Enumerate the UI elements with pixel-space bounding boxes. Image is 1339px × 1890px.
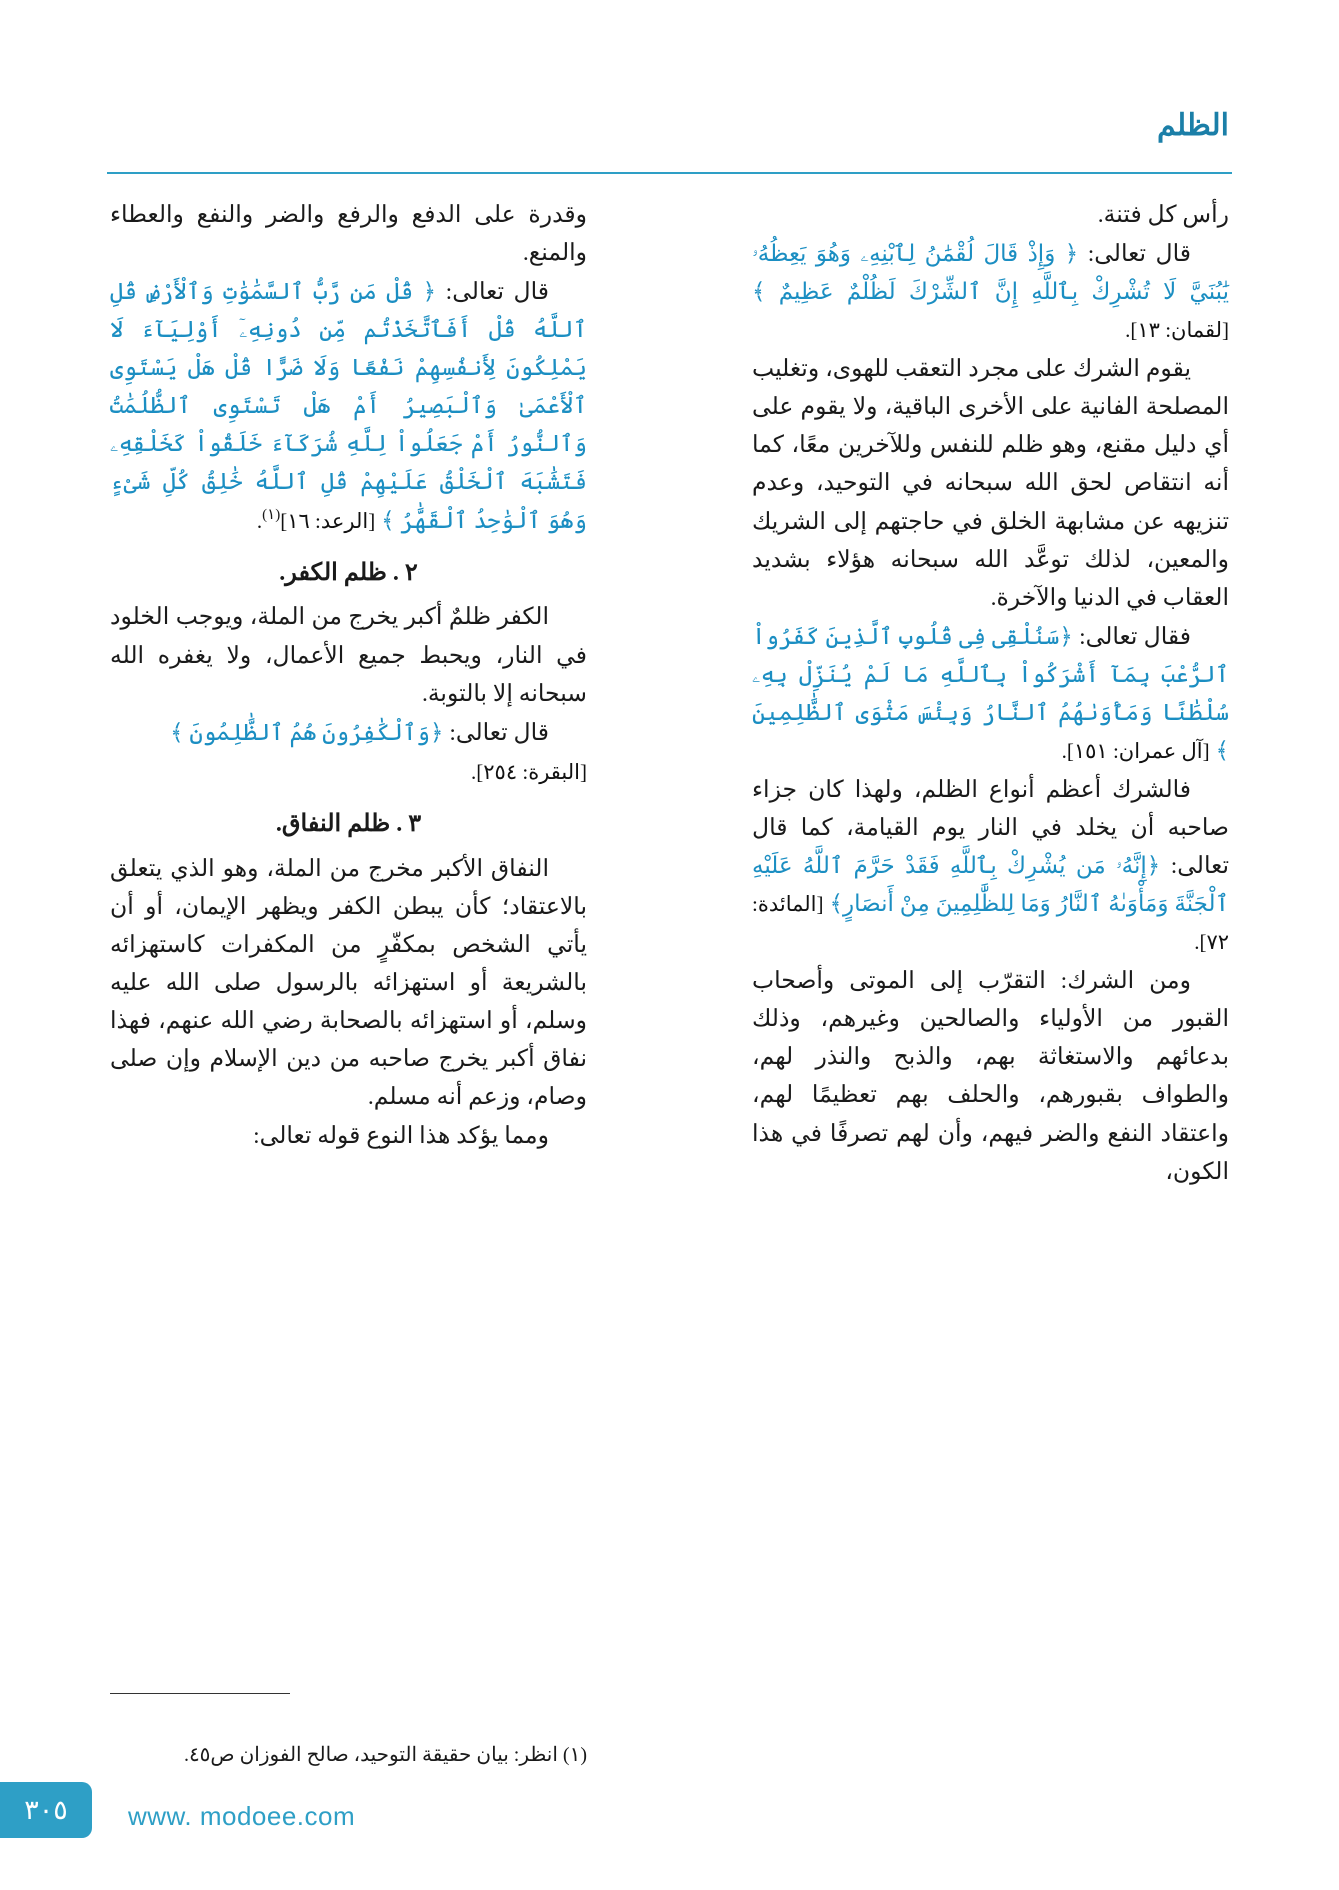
section-heading: ٣ . ظلم النفاق. bbox=[275, 810, 422, 837]
paragraph: وقدرة على الدفع والرفع والضر والنفع والعطاء والمنع. bbox=[110, 202, 587, 267]
verse-reference-line bbox=[110, 753, 587, 791]
paragraph: ومن الشرك: التقرّب إلى الموتى وأصحاب القبور من الأولياء والصالحين وغيرهم، وذلك بدعائهم والاستغاثة بهم، والذبح والنذر لهم، والطواف بقبورهم، والحلف بهم تعظيمًا لهم، واعتقاد النفع والضر فيهم، وأن لهم تصرفًا في هذا الكون، bbox=[752, 968, 1229, 1185]
verse-reference-tail: . bbox=[256, 508, 263, 533]
header-divider bbox=[107, 172, 1232, 174]
paragraph: يقوم الشرك على مجرد التعقب للهوى، وتغليب المصلحة الفانية على الأخرى الباقية، ولا يقوم على أي دليل مقنع، وهو ظلم للنفس وللآخرين معًا، كما أنه انتقاص لحق الله سبحانه في التوحيد، وعدم تنزيهه عن مشابهة الخلق في حاجتهم إلى الشريك والمعين، لذلك توعَّد الله سبحانه هؤلاء بشديد العقاب في الدنيا والآخرة. bbox=[752, 356, 1229, 611]
verse-lead-in: فقال تعالى: bbox=[1079, 623, 1192, 650]
section-heading: ٢ . ظلم الكفر. bbox=[279, 559, 418, 586]
quran-verse: ﴿وَٱلْكَٰفِرُونَ هُمُ ٱلظَّٰلِمُونَ ﴾ bbox=[170, 719, 444, 745]
verse-reference: [الرعد: ١٦] bbox=[280, 508, 376, 533]
verse-lead-in: فالشرك أعظم أنواع الظلم، ولهذا كان جزاء صاحبه أن يخلد في النار يوم القيامة، كما قال تعالى: bbox=[752, 776, 1230, 880]
paragraph-quran bbox=[110, 273, 587, 539]
quran-verse: ﴿ وَإِذْ قَالَ لُقْمَٰنُ لِٱبْنِهِۦ وَهُوَ يَعِظُهُۥ يَٰبُنَيَّ لَا تُشْرِكْ بِٱللَّهِ إِنَّ ٱلشِّرْكَ لَظُلْمٌ عَظِيمٌ ﴾ bbox=[752, 241, 1229, 305]
verse-reference: [المائدة: ٧٢]. bbox=[752, 892, 1229, 955]
paragraph: ومما يؤكد هذا النوع قوله تعالى: bbox=[253, 1123, 549, 1150]
paragraph-quran bbox=[752, 618, 1229, 770]
paragraph-quran bbox=[752, 235, 1229, 349]
verse-lead-in: قال تعالى: bbox=[1087, 241, 1191, 268]
verse-reference: [البقرة: ٢٥٤]. bbox=[471, 759, 587, 784]
paragraph-quran bbox=[752, 771, 1229, 961]
site-url[interactable]: www. modoee.com bbox=[128, 1801, 356, 1831]
paragraph-quran bbox=[110, 714, 587, 752]
quran-verse: ﴿ قُلْ مَن رَّبُّ ٱلسَّمَٰوَٰتِ وَٱلْأَرْضِ قُلِ ٱللَّهُ قُلْ أَفَٱتَّخَذْتُم مِّن دُونِهِۦٓ أَوْلِيَآءَ لَا يَمْلِكُونَ لِأَنفُسِهِمْ نَفْعًا وَلَا ضَرًّا قُلْ هَلْ يَسْتَوِى ٱلْأَعْمَىٰ وَٱلْبَصِيرُ أَمْ هَلْ تَسْتَوِى ٱلظُّلُمَٰتُ وَٱلنُّورُ أَمْ جَعَلُواْ لِلَّهِ شُرَكَآءَ خَلَقُواْ كَخَلْقِهِۦ فَتَشَٰبَهَ ٱلْخَلْقُ عَلَيْهِمْ قُلِ ٱللَّهُ خَٰلِقُ كُلِّ شَىْءٍ وَهُوَ ٱلْوَٰحِدُ ٱلْقَهَّٰرُ ﴾ bbox=[110, 279, 588, 533]
footnote-divider bbox=[110, 1693, 290, 1695]
footnote-marker: (١) bbox=[262, 506, 281, 523]
quran-verse: ﴿إِنَّهُۥ مَن يُشْرِكْ بِٱللَّهِ فَقَدْ حَرَّمَ ٱللَّهُ عَلَيْهِ ٱلْجَنَّةَ وَمَأْوَىٰهُ ٱلنَّارُ وَمَا لِلظَّٰلِمِينَ مِنْ أَنصَارٍ﴾ bbox=[752, 853, 1230, 917]
page-number: ٣٠٥ bbox=[0, 1782, 92, 1838]
verse-reference: [لقمان: ١٣]. bbox=[1125, 318, 1229, 343]
paragraph: رأس كل فتنة. bbox=[1097, 202, 1229, 228]
verse-lead-in: قال تعالى: bbox=[445, 279, 550, 306]
text-column-left bbox=[110, 196, 587, 1156]
paragraph: الكفر ظلمٌ أكبر يخرج من الملة، ويوجب الخلود في النار، ويحبط جميع الأعمال، ولا يغفره الله سبحانه إلا بالتوبة. bbox=[110, 604, 587, 707]
paragraph: النفاق الأكبر مخرج من الملة، وهو الذي يتعلق بالاعتقاد؛ كأن يبطن الكفر ويظهر الإيمان، أو أن يأتي الشخص بمكفّرٍ من المكفرات كاستهزائه بالشريعة أو استهزائه بالرسول صلى الله عليه وسلم، أو استهزائه بالصحابة رضي الله عنهم، فهذا نفاق أكبر يخرج صاحبه من دين الإسلام وإن صلى وصام، وزعم أنه مسلم. bbox=[110, 855, 587, 1110]
footnote-text: (١) انظر: بيان حقيقة التوحيد، صالح الفوزان ص٤٥. bbox=[183, 1744, 587, 1766]
page-header-title: الظلم bbox=[1157, 109, 1229, 142]
verse-lead-in: قال تعالى: bbox=[449, 719, 549, 746]
verse-reference: [آل عمران: ١٥١]. bbox=[1061, 738, 1210, 763]
quran-verse: ﴿سَنُلْقِى فِى قُلُوبِ ٱلَّذِينَ كَفَرُواْ ٱلرُّعْبَ بِمَآ أَشْرَكُواْ بِٱللَّهِ مَا لَمْ يُنَزِّلْ بِهِۦ سُلْطَٰنًا وَمَأْوَىٰهُمُ ٱلنَّارُ وَبِئْسَ مَثْوَى ٱلظَّٰلِمِينَ ﴾ bbox=[752, 623, 1229, 763]
text-column-right bbox=[752, 196, 1229, 1192]
